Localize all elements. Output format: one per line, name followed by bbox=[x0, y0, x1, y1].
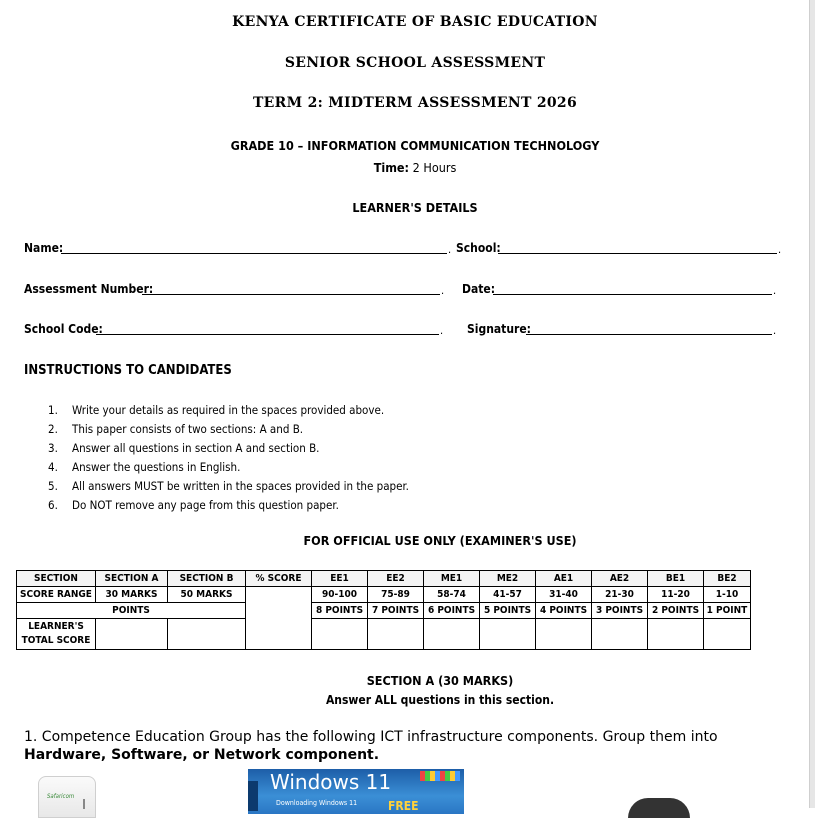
section-a-marks: 30 MARKS bbox=[96, 587, 168, 603]
points-label: POINTS bbox=[17, 603, 246, 619]
assessment-number-field[interactable] bbox=[142, 282, 440, 295]
instruction-text: Answer all questions in section A and section B. bbox=[72, 441, 320, 455]
section-a-score-cell[interactable] bbox=[96, 619, 168, 650]
header-be1: BE1 bbox=[648, 571, 704, 587]
school-label: School: bbox=[456, 241, 501, 255]
score-table bbox=[16, 570, 751, 650]
date-label: Date: bbox=[462, 282, 496, 296]
range-cell: 1-10 bbox=[704, 587, 751, 603]
learner-total-label bbox=[17, 619, 96, 650]
app-icons bbox=[420, 771, 460, 781]
school-code-field[interactable] bbox=[96, 322, 439, 335]
time-label: Time: bbox=[373, 160, 410, 175]
header-ae2: AE2 bbox=[592, 571, 648, 587]
question-1 bbox=[24, 728, 718, 764]
mouse-image bbox=[628, 798, 690, 818]
instruction-text: All answers MUST be written in the spaces provided in the paper. bbox=[72, 479, 409, 493]
windows-11-image bbox=[248, 769, 464, 814]
range-cell: 58-74 bbox=[424, 587, 480, 603]
points-cell: 4 POINTS bbox=[536, 603, 592, 619]
points-entry-cell[interactable] bbox=[704, 619, 751, 650]
instruction-item bbox=[48, 420, 409, 439]
points-cell: 3 POINTS bbox=[592, 603, 648, 619]
name-field[interactable] bbox=[61, 241, 447, 254]
score-range-label: SCORE RANGE bbox=[17, 587, 96, 603]
title-senior-school: SENIOR SCHOOL ASSESSMENT bbox=[284, 55, 546, 71]
header-section-a: SECTION A bbox=[96, 571, 168, 587]
header-be2: BE2 bbox=[704, 571, 751, 587]
header-ae1: AE1 bbox=[536, 571, 592, 587]
instruction-text: Write your details as required in the spaces provided above. bbox=[72, 403, 385, 417]
router-image bbox=[38, 776, 96, 818]
points-cell: 6 POINTS bbox=[424, 603, 480, 619]
signature-label: Signature: bbox=[467, 322, 531, 336]
header-section-b: SECTION B bbox=[168, 571, 246, 587]
instruction-number: 2. bbox=[48, 422, 58, 436]
subject-title: GRADE 10 – INFORMATION COMMUNICATION TECHNOLOGY bbox=[230, 138, 600, 153]
points-cell: 2 POINTS bbox=[648, 603, 704, 619]
table-row bbox=[17, 603, 751, 619]
table-row bbox=[17, 619, 751, 650]
instruction-item bbox=[48, 439, 409, 458]
range-cell: 41-57 bbox=[480, 587, 536, 603]
section-b-marks: 50 MARKS bbox=[168, 587, 246, 603]
learner-label-line2: TOTAL SCORE bbox=[21, 635, 91, 646]
dot: . bbox=[778, 243, 782, 256]
dot: . bbox=[773, 324, 777, 337]
windows-side bbox=[248, 781, 258, 811]
points-entry-cell[interactable] bbox=[648, 619, 704, 650]
instruction-item bbox=[48, 401, 409, 420]
learner-details-heading: LEARNER'S DETAILS bbox=[352, 200, 478, 215]
percent-score-cell[interactable] bbox=[246, 587, 312, 650]
table-row bbox=[17, 587, 751, 603]
title-term: TERM 2: MIDTERM ASSESSMENT 2026 bbox=[252, 95, 578, 111]
dot: . bbox=[773, 284, 777, 297]
instruction-text: Do NOT remove any page from this question paper. bbox=[72, 498, 339, 512]
instruction-item bbox=[48, 477, 409, 496]
range-cell: 11-20 bbox=[648, 587, 704, 603]
instruction-number: 6. bbox=[48, 498, 58, 512]
points-cell: 1 POINT bbox=[704, 603, 751, 619]
windows-title: Windows 11 bbox=[270, 770, 392, 794]
range-cell: 75-89 bbox=[368, 587, 424, 603]
school-field[interactable] bbox=[498, 241, 777, 254]
points-cell: 7 POINTS bbox=[368, 603, 424, 619]
dot: . bbox=[448, 243, 452, 256]
assessment-number-label: Assessment Number: bbox=[24, 282, 154, 296]
header-section: SECTION bbox=[17, 571, 96, 587]
time-line bbox=[0, 160, 815, 175]
range-cell: 21-30 bbox=[592, 587, 648, 603]
name-label: Name: bbox=[24, 241, 64, 255]
dot: . bbox=[440, 324, 444, 337]
header-ee1: EE1 bbox=[312, 571, 368, 587]
points-cell: 8 POINTS bbox=[312, 603, 368, 619]
instructions-heading: INSTRUCTIONS TO CANDIDATES bbox=[24, 363, 232, 378]
header-me1: ME1 bbox=[424, 571, 480, 587]
instruction-number: 4. bbox=[48, 460, 58, 474]
question-1-categories: Hardware, Software, or Network component. bbox=[24, 747, 380, 763]
header-ee2: EE2 bbox=[368, 571, 424, 587]
header-percent-score: % SCORE bbox=[246, 571, 312, 587]
points-entry-cell[interactable] bbox=[312, 619, 368, 650]
points-entry-cell[interactable] bbox=[592, 619, 648, 650]
instruction-item bbox=[48, 458, 409, 477]
points-cell: 5 POINTS bbox=[480, 603, 536, 619]
instruction-number: 5. bbox=[48, 479, 58, 493]
official-use-heading: FOR OFFICIAL USE ONLY (EXAMINER'S USE) bbox=[303, 533, 577, 548]
school-code-label: School Code: bbox=[24, 322, 103, 336]
table-row bbox=[17, 571, 751, 587]
header-me2: ME2 bbox=[480, 571, 536, 587]
points-entry-cell[interactable] bbox=[424, 619, 480, 650]
windows-subtitle: Downloading Windows 11 bbox=[276, 799, 358, 807]
router-logo: Safaricom bbox=[47, 793, 75, 800]
instruction-number: 1. bbox=[48, 403, 58, 417]
section-a-title: SECTION A (30 MARKS) bbox=[366, 673, 514, 688]
range-cell: 90-100 bbox=[312, 587, 368, 603]
instruction-text: Answer the questions in English. bbox=[72, 460, 241, 474]
question-1-text: 1. Competence Education Group has the following ICT infrastructure components. Group them into bbox=[24, 729, 718, 745]
range-cell: 31-40 bbox=[536, 587, 592, 603]
section-a-instruction: Answer ALL questions in this section. bbox=[325, 693, 555, 707]
instruction-item bbox=[48, 496, 409, 515]
date-field[interactable] bbox=[493, 282, 772, 295]
instruction-text: This paper consists of two sections: A and B. bbox=[72, 422, 304, 436]
title-kcbe: KENYA CERTIFICATE OF BASIC EDUCATION bbox=[232, 14, 598, 30]
section-b-score-cell[interactable] bbox=[168, 619, 246, 650]
windows-free: FREE bbox=[388, 799, 419, 813]
dot: . bbox=[441, 284, 445, 297]
instruction-number: 3. bbox=[48, 441, 58, 455]
scrollbar[interactable] bbox=[809, 0, 815, 808]
signature-field[interactable] bbox=[526, 322, 772, 335]
points-entry-cell[interactable] bbox=[368, 619, 424, 650]
instructions-list bbox=[48, 401, 409, 515]
learner-label-line1: LEARNER'S bbox=[28, 621, 84, 632]
points-entry-cell[interactable] bbox=[480, 619, 536, 650]
time-value: 2 Hours bbox=[409, 160, 457, 175]
points-entry-cell[interactable] bbox=[536, 619, 592, 650]
